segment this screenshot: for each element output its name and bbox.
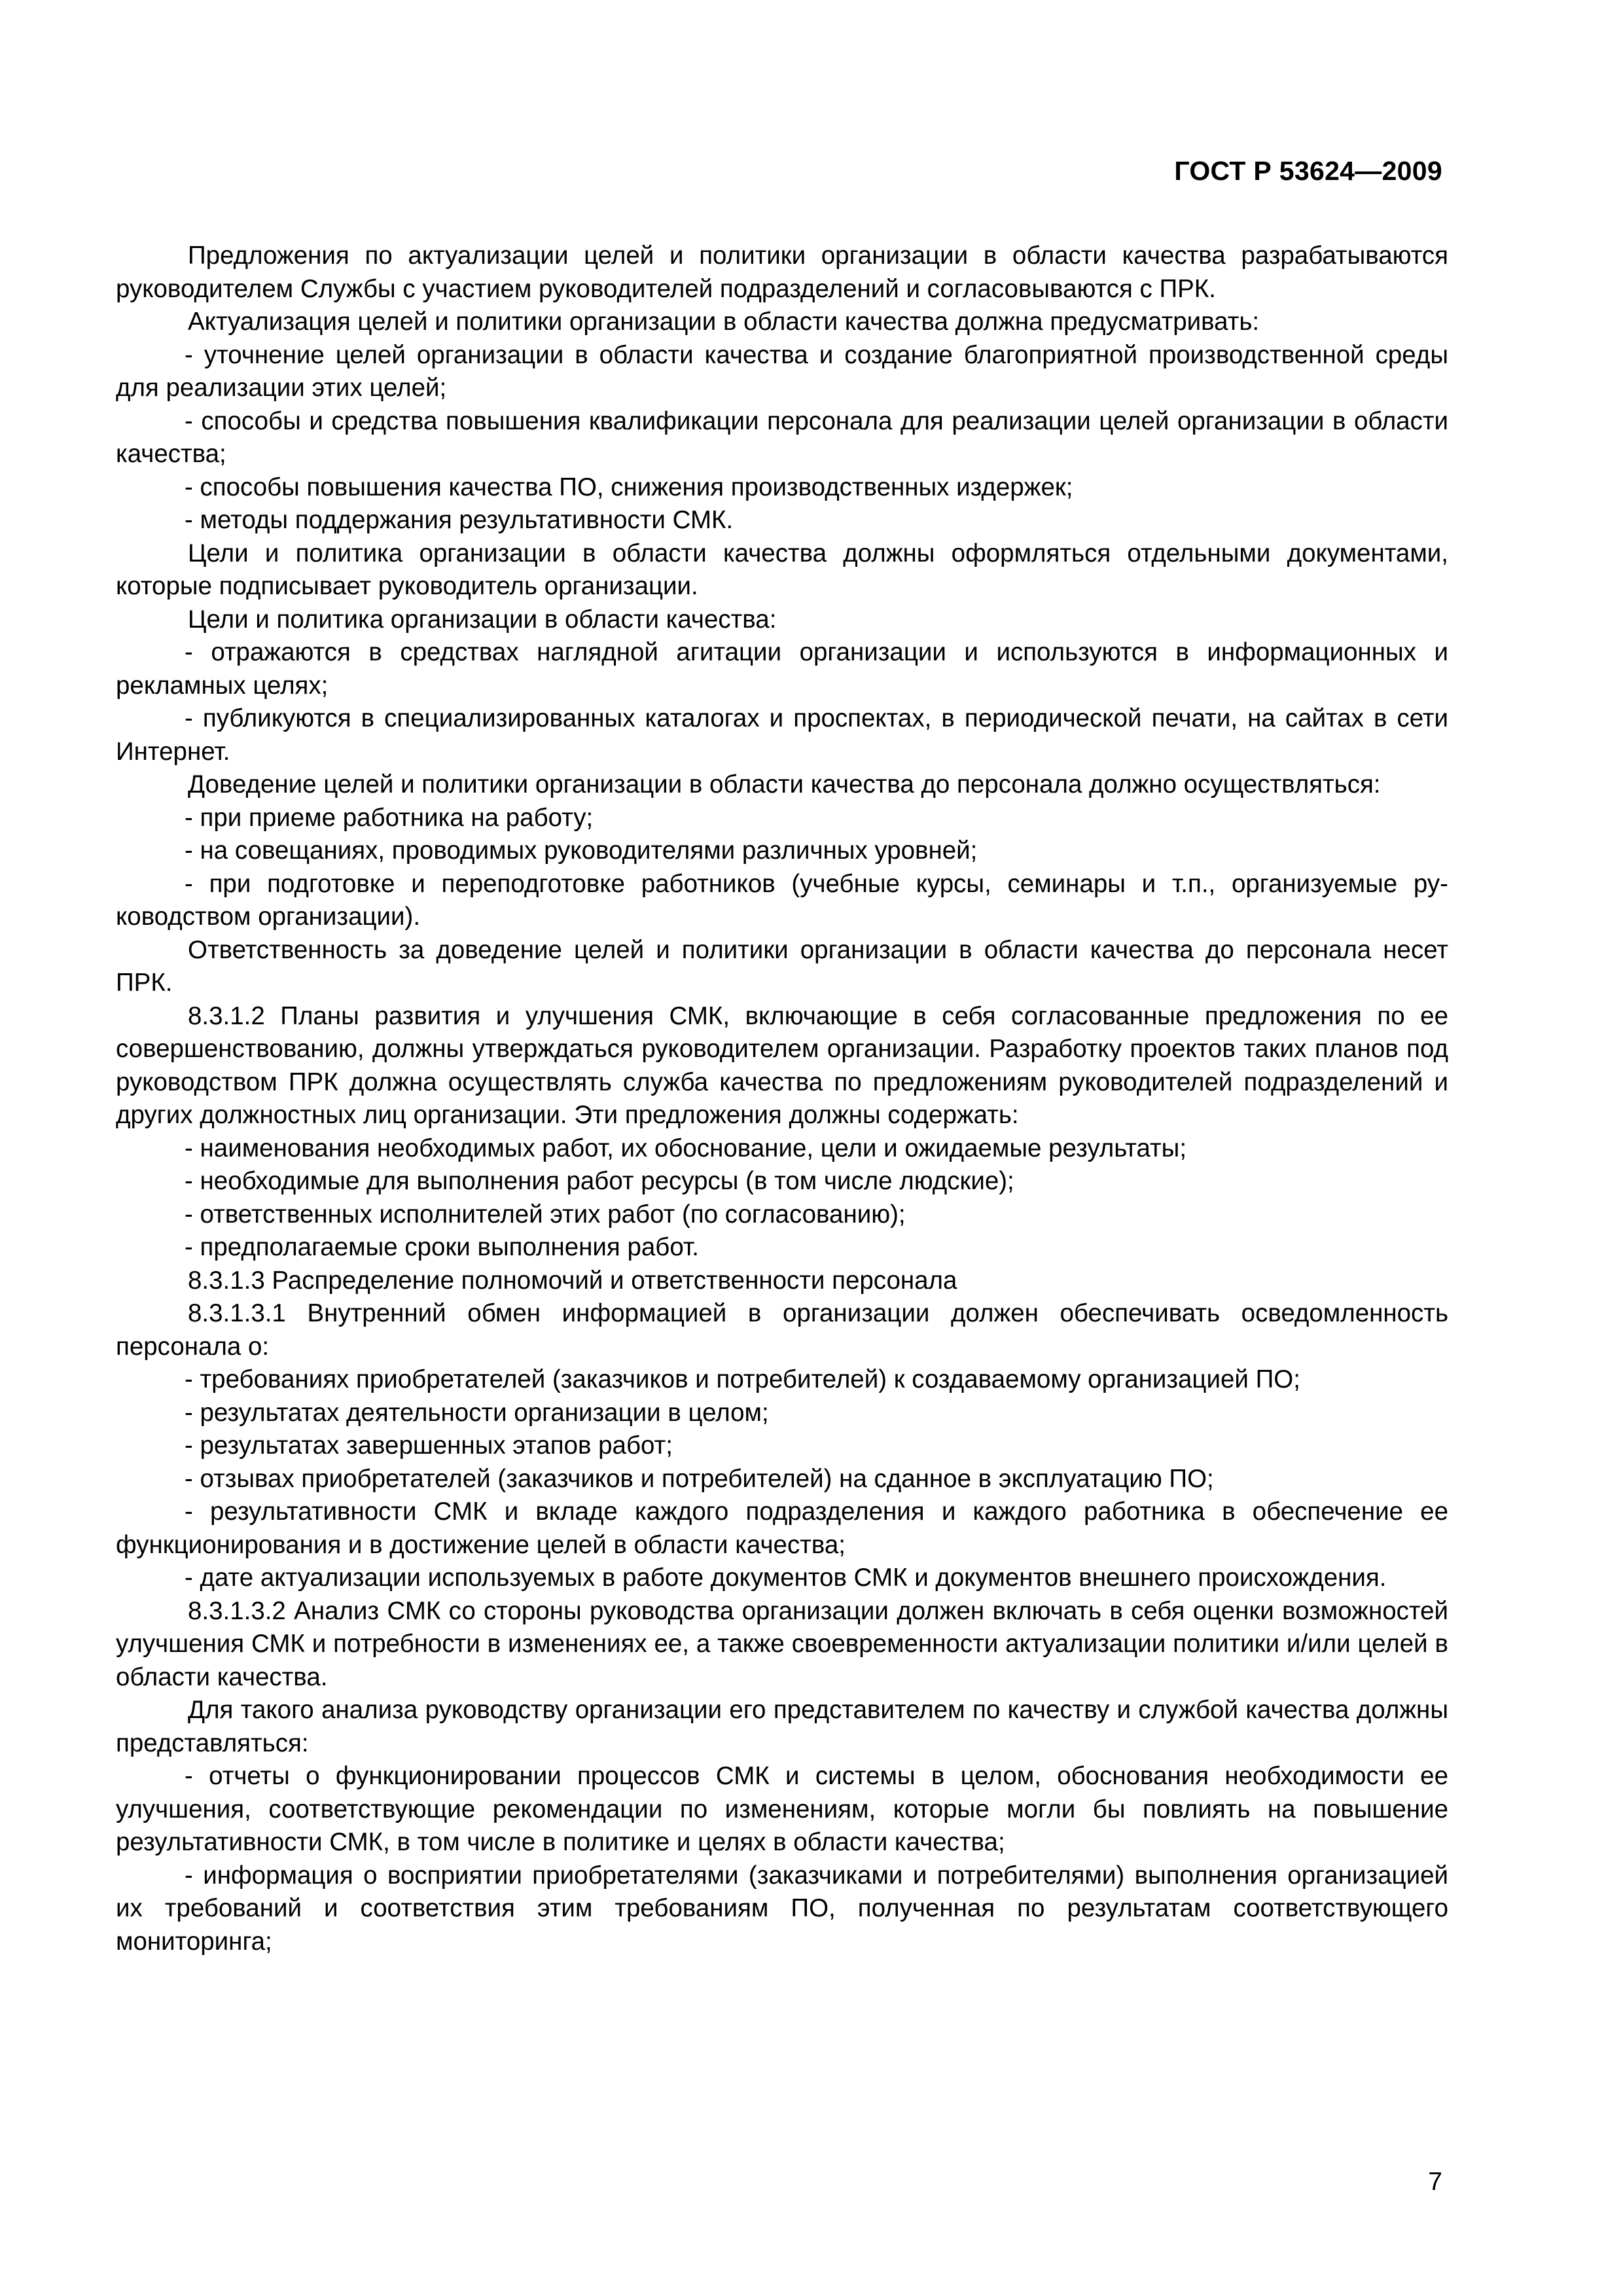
list-item: - результатах деятельности организации в целом;	[185, 1398, 769, 1427]
list-item: - при подготовке и переподготовке работников (учебные курсы, семинары и т.п., организуемые руководством организации).	[116, 869, 1448, 931]
paragraph: Предложения по актуализации целей и политики организации в области качества разрабатываются руководителем Службы с участием руководителей подразделений и согласовываются с ПРК.	[116, 242, 1448, 303]
paragraph: Для такого анализа руководству организации его представителем по качеству и службой качества должны представляться:	[116, 1696, 1448, 1757]
list-item: - результативности СМК и вкладе каждого подразделения и каждого работника в обеспечение ее функционирования и в достижение целей в области качества;	[116, 1498, 1448, 1559]
list-item: - отражаются в средствах наглядной агитации организации и используются в информационных и рекламных целях;	[116, 638, 1448, 700]
paragraph: Цели и политика организации в области качества должны оформляться отдельными документами, которые подписывает руководитель организации.	[116, 539, 1448, 600]
paragraph: Актуализация целей и политики организации в области качества должна предусматривать:	[188, 308, 1260, 336]
list-item: - предполагаемые сроки выполнения работ.	[185, 1233, 699, 1261]
list-item: - методы поддержания результативности СМК.	[185, 506, 734, 534]
section-8-3-1-3-1: 8.3.1.3.1 Внутренний обмен информацией в организации должен обеспечивать осведомленность персонала о:	[116, 1299, 1448, 1361]
list-item: - на совещаниях, проводимых руководителями различных уровней;	[185, 836, 978, 865]
list-item: - информация о восприятии приобретателями (заказчиками и потребителями) выполнения организацией их требований и соответствия этим требованиям ПО, полученная по результатам соответствующего мониторинга;	[116, 1861, 1448, 1956]
list-item: - при приеме работника на работу;	[185, 803, 594, 832]
section-8-3-1-3-heading: 8.3.1.3 Распределение полномочий и ответственности персонала	[188, 1266, 957, 1295]
list-item: - требованиях приобретателей (заказчиков и потребителей) к создаваемому организацией ПО;	[185, 1365, 1300, 1393]
list-item: - наименования необходимых работ, их обоснование, цели и ожидаемые результаты;	[185, 1134, 1187, 1162]
list-item: - публикуются в специализированных каталогах и проспектах, в периодической печати, на сайтах в сети Интернет.	[116, 704, 1448, 766]
section-8-3-1-3-2: 8.3.1.3.2 Анализ СМК со стороны руководства организации должен включать в себя оценки возможностей улучшения СМК и потребности в изменениях ее, а также своевременности актуализации политики и/или целей в области качества.	[116, 1596, 1448, 1691]
list-item: - дате актуализации используемых в работе документов СМК и документов внешнего происхождения.	[185, 1564, 1387, 1592]
page-number: 7	[1428, 2168, 1442, 2196]
list-item: - ответственных исполнителей этих работ (по согласованию);	[185, 1200, 906, 1229]
paragraph: Цели и политика организации в области качества:	[188, 605, 777, 634]
list-item: - отзывах приобретателей (заказчиков и потребителей) на сданное в эксплуатацию ПО;	[185, 1464, 1214, 1493]
list-item: - отчеты о функционировании процессов СМК и системы в целом, обоснования необходимости ее улучшения, соответствующие рекомендации по изменениям, которые могли бы повлиять на повышение результативности СМК, в том числе в политике и целях в области качества;	[116, 1762, 1448, 1856]
paragraph: Ответственность за доведение целей и политики организации в области качества до персонала несет ПРК.	[116, 935, 1448, 997]
list-item: - необходимые для выполнения работ ресурсы (в том числе людские);	[185, 1167, 1014, 1195]
section-8-3-1-2: 8.3.1.2 Планы развития и улучшения СМК, включающие в себя согласованные предложения по ее совершенствованию, должны утверждаться руководителем организации. Разработку проектов таких планов под руководством ПРК должна осуществлять служба качества по предложениям руководителей подразделений и других должностных лиц организации. Эти предложения должны содержать:	[116, 1001, 1448, 1129]
list-item: - результатах завершенных этапов работ;	[185, 1431, 673, 1460]
standard-id-header: ГОСТ Р 53624—2009	[1174, 156, 1442, 186]
list-item: - уточнение целей организации в области качества и создание благоприятной производственной среды для реализации этих целей;	[116, 340, 1448, 402]
list-item: - способы повышения качества ПО, снижения производственных издержек;	[185, 473, 1073, 501]
paragraph: Доведение целей и политики организации в области качества до персонала должно осуществляться:	[188, 770, 1381, 798]
document-body	[116, 240, 1448, 1958]
list-item: - способы и средства повышения квалификации персонала для реализации целей организации в области качества;	[116, 406, 1448, 468]
